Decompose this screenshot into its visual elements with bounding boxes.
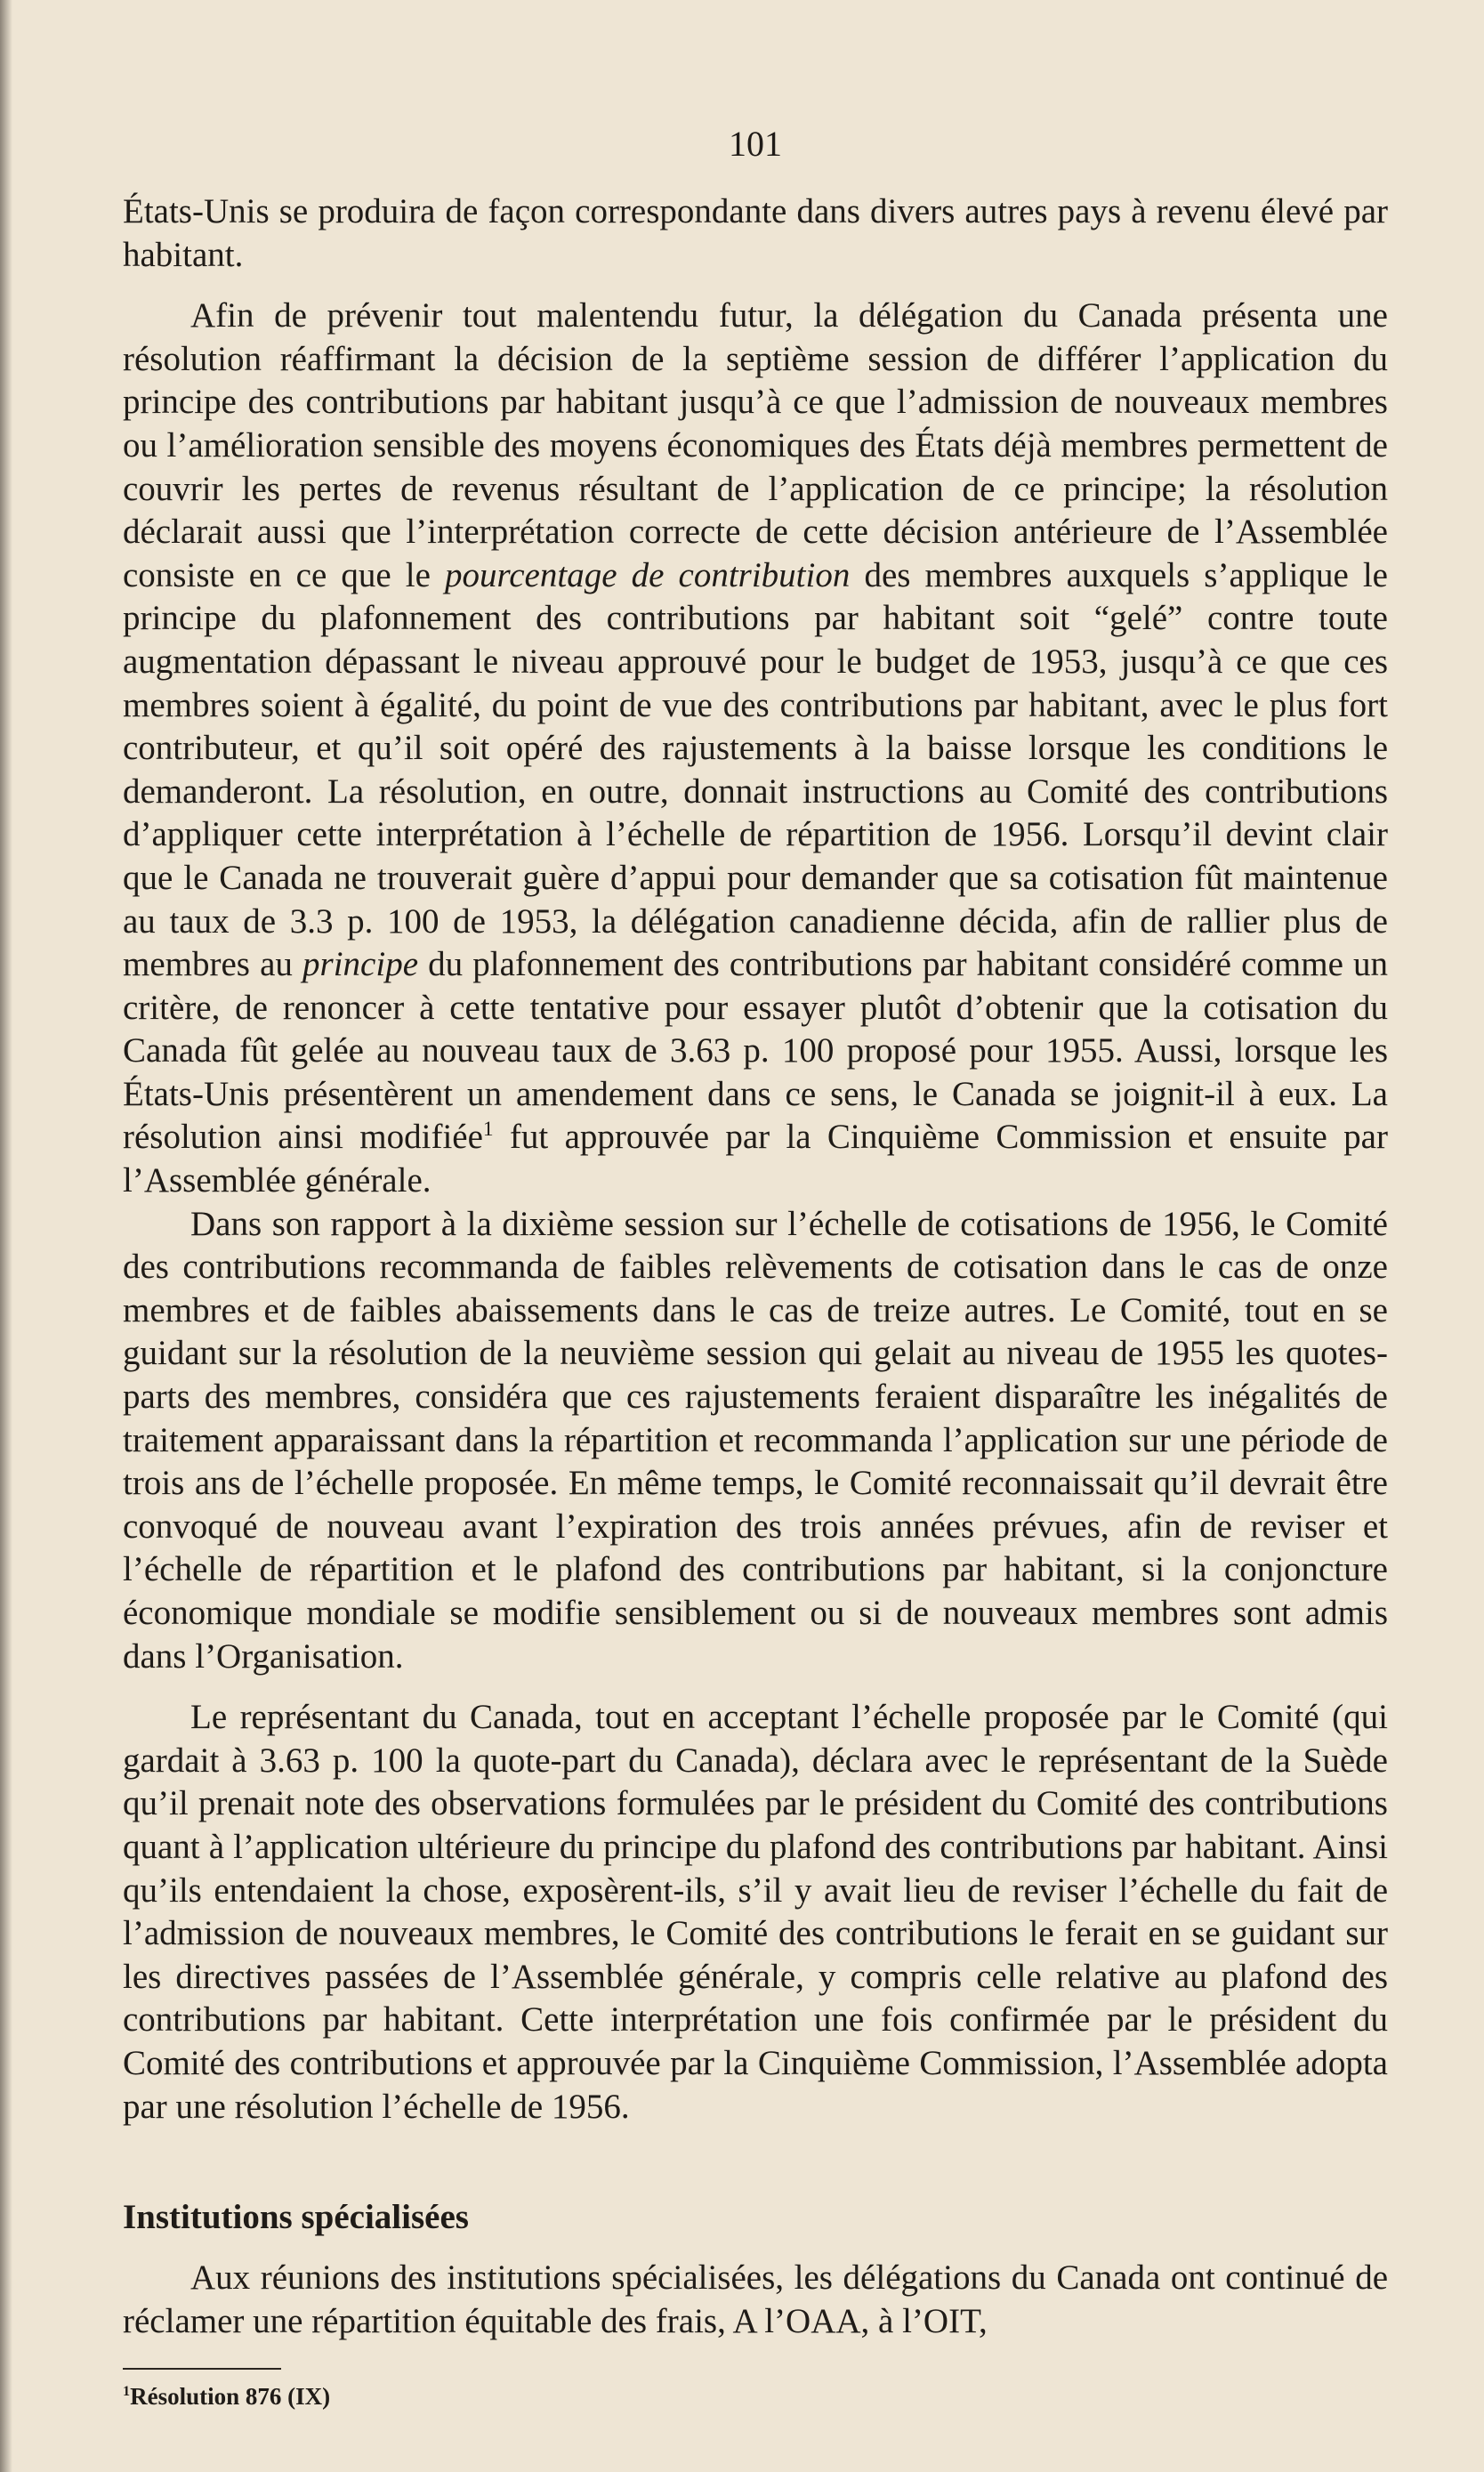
page-edge-shadow (0, 0, 12, 2472)
emphasis-text: pourcentage de contribution (445, 555, 851, 594)
final-paragraph: Aux réunions des institutions spécialisées, les délégations du Canada ont continué de réclamer une répartition équitable des frais, A l’OAA, à l’OIT, (123, 2258, 1388, 2340)
paragraph (123, 1696, 1388, 2129)
body-text (123, 190, 1388, 2129)
footnote-text: Résolution 876 (IX) (130, 2383, 331, 2411)
footnote-reference: 1 (482, 1118, 494, 1142)
text-run: États-Unis se produira de façon correspondante dans divers autres pays à revenu élevé par habitant. (123, 192, 1388, 274)
text-run: Afin de prévenir tout malentendu futur, la délégation du Canada présenta une résolution réaffirmant la décision de la septième session de différer l’application du principe des contributions par habitant jusqu’à ce que l’admission de nouveaux membres ou l’amélioration sensible des moyens économiques des États déjà membres permettent de couvrir les pertes de revenus résultant de l’application de ce principe; la résolution déclarait aussi que l’interprétation correcte de cette décision antérieure de l’Assemblée consiste en ce que le (123, 296, 1388, 594)
page-number: 101 (729, 124, 782, 164)
footnote (123, 2379, 1388, 2414)
text-run: Dans son rapport à la dixième session sur l’échelle de cotisations de 1956, le Comité des contributions recommanda de faibles relèvements de cotisation dans le cas de onze membres et de faibles abaissements dans le cas de treize autres. Le Comité, tout en se guidant sur la résolution de la neuvième session qui gelait au niveau de 1955 les quotes-parts des membres, considéra que ces rajustements feraient disparaître les inégalités de traitement apparaissant dans la répartition et recommanda l’application sur une période de trois ans de l’échelle proposée. En même temps, le Comité reconnaissait qu’il devrait être convoqué de nouveau avant l’expiration des trois années prévues, afin de reviser et l’échelle de répartition et le plafond des contributions par habitant, si la conjoncture économique mondiale se modifie sensiblement ou si de nouveaux membres sont admis dans l’Organisation. (123, 1204, 1388, 1676)
paragraph (123, 190, 1388, 277)
emphasis-text: principe (302, 945, 418, 984)
text-run: des membres auxquels s’applique le principe du plafonnement des contributions par habitant soit “gelé” contre toute augmentation dépassant le niveau approuvé pour le budget de 1953, jusqu’à ce que ces membres soient à égalité, du point de vue des contributions par habitant, avec le plus fort contributeur, et qu’il soit opéré des rajustements à la baisse lorsque les conditions le demanderont. La résolution, en outre, donnait instructions au Comité des contributions d’appliquer cette interprétation à l’échelle de répartition de 1956. Lorsqu’il devint clair que le Canada ne trouverait guère d’appui pour demander que sa cotisation fût maintenue au taux de 3.3 p. 100 de 1953, la délégation canadienne décida, afin de rallier plus de membres au (123, 555, 1388, 984)
footnote-marker: 1 (123, 2383, 131, 2400)
footnote-rule (123, 2368, 281, 2370)
text-run: Le représentant du Canada, tout en acceptant l’échelle proposée par le Comité (qui gardait à 3.63 p. 100 la quote-part du Canada), déclara avec le représentant de la Suède qu’il prenait note des observations formulées par le président du Comité des contributions quant à l’application ultérieure du principe du plafond des contributions par habitant. Ainsi qu’ils entendaient la chose, exposèrent-ils, s’il y avait lieu de reviser l’échelle du fait de l’admission de nouveaux membres, le Comité des contributions le ferait en se guidant sur les directives passées de l’Assemblée générale, y compris celle relative au plafond des contributions par habitant. Cette interprétation une fois confirmée par le président du Comité des contributions et approuvée par la Cinquième Commission, l’Assemblée adopta par une résolution l’échelle de 1956. (123, 1698, 1388, 2126)
text-run: fut approuvée par la Cinquième Commission et ensuite par l’Assemblée générale. (123, 1118, 1388, 1200)
section-heading: Institutions spécialisées (123, 2198, 469, 2237)
paragraph (123, 1203, 1388, 1679)
paragraph (123, 295, 1388, 1202)
text-run: du plafonnement des contributions par habitant considéré comme un critère, de renoncer à cette tentative pour essayer plutôt d’obtenir que la cotisation du Canada fût gelée au nouveau taux de 3.63 p. 100 proposé pour 1955. Aussi, lorsque les États-Unis présentèrent un amendement dans ce sens, le Canada se joignit-il à eux. La résolution ainsi modifiée (123, 945, 1389, 1157)
document-page (123, 117, 1388, 2414)
